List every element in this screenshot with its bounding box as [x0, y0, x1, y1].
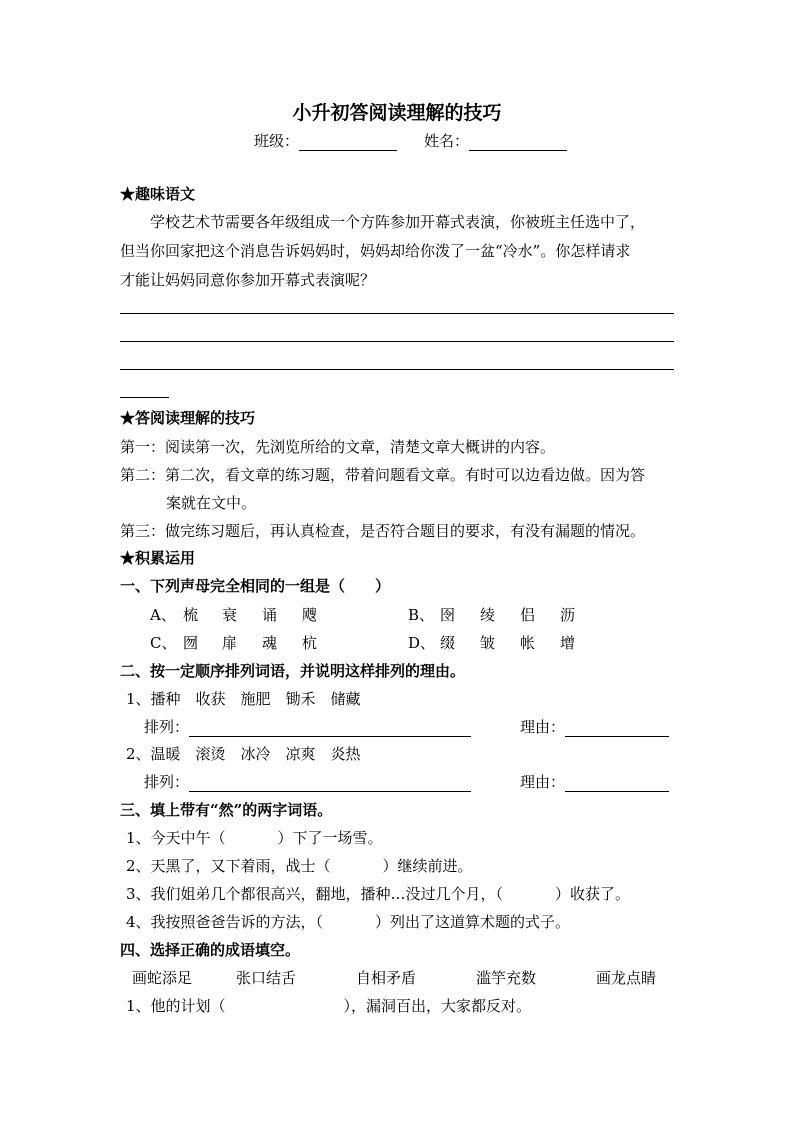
- answer-line[interactable]: [120, 369, 674, 370]
- page-title: 小升初答阅读理解的技巧: [292, 102, 502, 124]
- q3-item-text: 4、我按照爸爸告诉的方法，（: [126, 913, 324, 931]
- q3-item: [126, 828, 383, 848]
- arrange-blank[interactable]: [189, 776, 471, 792]
- option-char: 沥: [560, 606, 576, 624]
- arrange-label: 排列：: [144, 773, 190, 791]
- option-char: 诵: [262, 606, 278, 624]
- option-char: 魂: [262, 634, 278, 652]
- q2-arrange-1: [144, 717, 471, 737]
- option-char: 侣: [520, 606, 536, 624]
- name-blank[interactable]: [469, 135, 567, 151]
- arrange-label: 排列：: [144, 718, 190, 736]
- class-label: 班级：: [254, 132, 300, 150]
- question-4-title: 四、选择正确的成语填空。: [120, 941, 301, 959]
- option-char: 缀: [440, 634, 456, 652]
- option-char: 衰: [222, 606, 238, 624]
- question-3-title: 三、填上带有“然”的两字词语。: [120, 801, 333, 819]
- q2-reason-1: [520, 717, 669, 737]
- q3-item-text: 2、天黑了，又下着雨，战士（: [126, 857, 331, 875]
- reason-blank[interactable]: [565, 776, 669, 792]
- reason-label: 理由：: [520, 718, 566, 736]
- option-d-label[interactable]: D、: [408, 634, 436, 652]
- option-char: 梳: [183, 606, 199, 624]
- idiom-option: 自相矛盾: [356, 969, 417, 987]
- question-1-title: 一、下列声母完全相同的一组是（ ）: [120, 577, 391, 595]
- class-field: [254, 131, 397, 151]
- q2-arrange-2: [144, 772, 471, 792]
- q3-item: [126, 912, 570, 932]
- q3-item-text: 1、今天中午（: [126, 829, 226, 847]
- option-char: 帐: [520, 634, 536, 652]
- q3-item-text: 3、我们姐弟几个都很高兴，翻地，播种…没过几个月，（: [126, 885, 504, 903]
- option-char: 飕: [302, 606, 318, 624]
- arrange-blank[interactable]: [189, 721, 471, 737]
- q3-item-text: ）下了一场雪。: [277, 829, 383, 847]
- q3-item: [126, 884, 630, 904]
- reason-label: 理由：: [520, 773, 566, 791]
- option-b-label[interactable]: B、: [408, 606, 435, 624]
- q4-item-text: 1、他的计划（: [126, 997, 226, 1015]
- class-blank[interactable]: [299, 135, 397, 151]
- q3-item-text: ）列出了这道算术题的式子。: [375, 913, 571, 931]
- tip-second-cont: 案就在文中。: [166, 494, 257, 512]
- option-char: 绫: [480, 606, 496, 624]
- q3-item-text: ）收获了。: [555, 885, 631, 903]
- q4-item-text: ），漏洞百出，大家都反对。: [343, 997, 532, 1015]
- name-label: 姓名：: [424, 132, 470, 150]
- q4-item: [126, 996, 531, 1016]
- tip-third: 第三：做完练习题后，再认真检查，是否符合题目的要求，有没有漏题的情况。: [120, 522, 646, 540]
- tip-first: 第一：阅读第一次，先浏览所给的文章，清楚文章大概讲的内容。: [120, 438, 556, 456]
- option-char: 皱: [480, 634, 496, 652]
- idiom-option: 画龙点睛: [596, 969, 657, 987]
- section-heading-fun-chinese: ★趣味语文: [120, 185, 196, 203]
- name-field: [424, 131, 567, 151]
- idiom-option: 张口结舌: [236, 969, 297, 987]
- paragraph-line: 学校艺术节需要各年级组成一个方阵参加开幕式表演，你被班主任选中了，: [150, 213, 646, 231]
- q2-item-2: 2、温暖 滚烫 冰冷 凉爽 炎热: [126, 745, 361, 763]
- question-2-title: 二、按一定顺序排列词语，并说明这样排列的理由。: [120, 662, 466, 680]
- answer-line[interactable]: [120, 397, 169, 398]
- option-a-label[interactable]: A、: [150, 606, 176, 624]
- q3-item-text: ）继续前进。: [382, 857, 473, 875]
- q3-item: [126, 856, 473, 876]
- option-char: 增: [560, 634, 576, 652]
- idiom-option: 画蛇添足: [132, 969, 193, 987]
- idiom-option: 滥竽充数: [476, 969, 537, 987]
- paragraph-line: 才能让妈妈同意你参加开幕式表演呢？: [120, 271, 376, 289]
- q2-item-1: 1、播种 收获 施肥 锄禾 储藏: [126, 690, 361, 708]
- paragraph-line: 但当你回家把这个消息告诉妈妈时，妈妈却给你泼了一盆“冷水”。你怎样请求: [120, 242, 631, 260]
- option-char: 囫: [183, 634, 199, 652]
- reason-blank[interactable]: [565, 721, 669, 737]
- q2-reason-2: [520, 772, 669, 792]
- option-char: 囹: [440, 606, 456, 624]
- section-heading-reading-tips: ★答阅读理解的技巧: [120, 409, 256, 427]
- option-char: 扉: [222, 634, 238, 652]
- answer-line[interactable]: [120, 313, 674, 314]
- answer-line[interactable]: [120, 341, 674, 342]
- tip-second: 第二：第二次，看文章的练习题，带着问题看文章。有时可以边看边做。因为答: [120, 466, 646, 484]
- option-c-label[interactable]: C、: [150, 634, 177, 652]
- section-heading-accumulate: ★积累运用: [120, 549, 196, 567]
- option-char: 杭: [302, 634, 318, 652]
